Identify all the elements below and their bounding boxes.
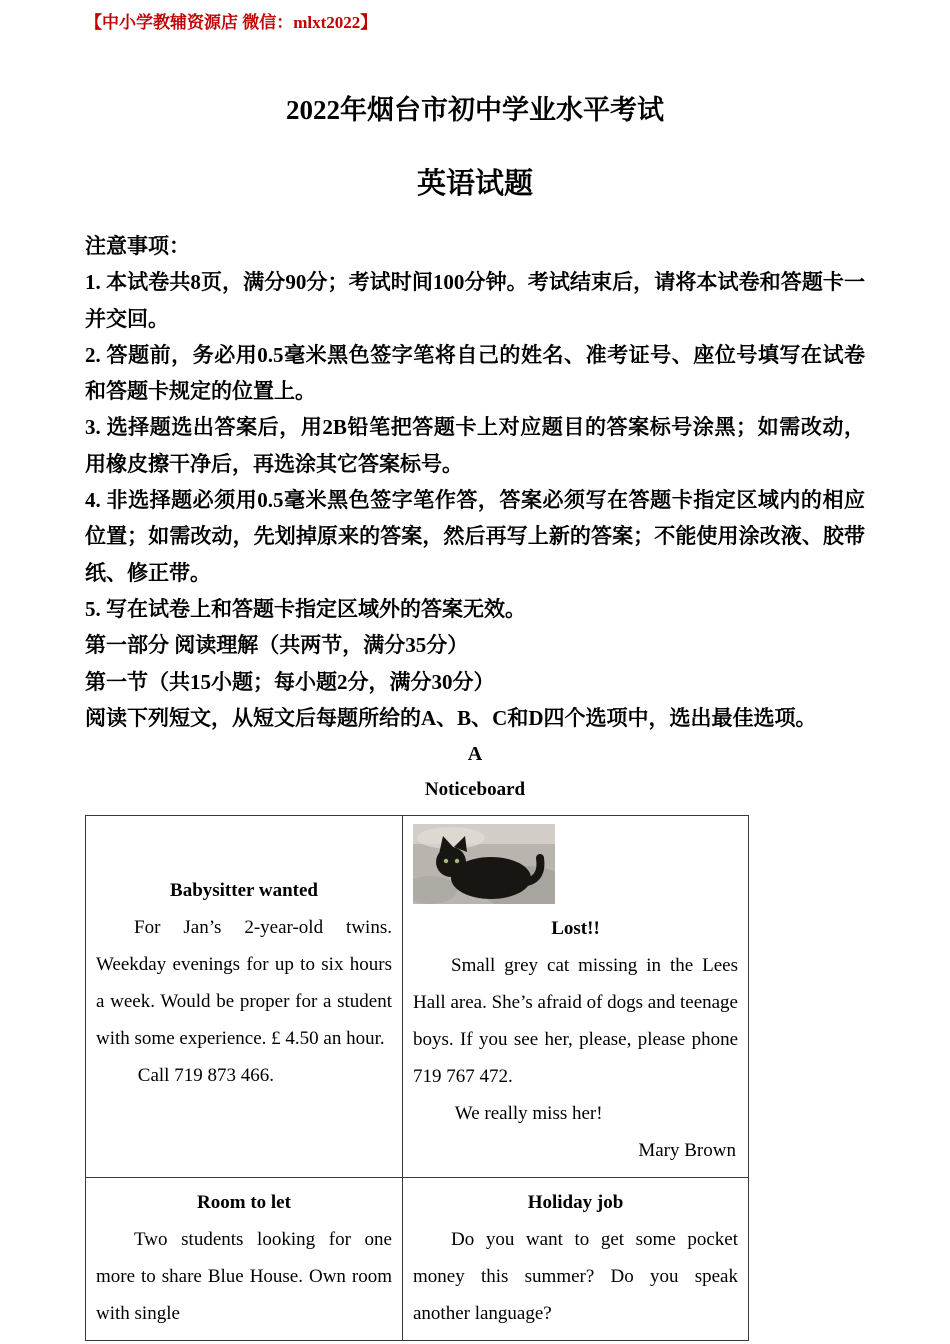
notices-heading: 注意事项： [85,234,190,258]
passage-label-a: A [467,743,483,766]
exam-subject-title: 英语试题 [416,168,533,200]
noticeboard-table [85,815,749,1341]
babysitter-ad-phone: Call 719 873 466. [137,1064,274,1086]
lost-cat-ad-title: Lost!! [551,917,600,939]
lost-cat-ad-body: Small grey cat missing in the Lees Hall area. She’s afraid of dogs and teenage boys. If you see her, please, please phone 719 767 472. [413,954,738,1087]
notice-item-2: 2. 答题前，务必用0.5毫米黑色签字笔将自己的姓名、准考证号、座位号填写在试卷和答题卡规定的位置上。 [85,342,865,404]
paper-body [0,228,950,1341]
holiday-job-ad-title: Holiday job [527,1191,624,1213]
notice-item-3: 3. 选择题选出答案后，用2B铅笔把答题卡上对应题目的答案标号涂黑；如需改动，用橡皮擦干净后，再选涂其它答案标号。 [85,415,865,476]
notice-item-5: 5. 写在试卷上和答题卡指定区域外的答案无效。 [85,596,526,621]
babysitter-ad-cell [86,815,403,1177]
store-watermark: 【中小学教辅资源店 微信：mlxt2022】 [85,13,378,32]
reading-instruction: 阅读下列短文，从短文后每题所给的A、B、C和D四个选项中，选出最佳选项。 [85,705,817,730]
babysitter-ad-body: For Jan’s 2-year-old twins. Weekday evenings for up to six hours a week. Would be proper for a student with some experience. £ 4.50 an hour. [96,916,392,1049]
room-ad-body: Two students looking for one more to share Blue House. Own room with single [96,1228,392,1324]
notice-item-1: 1. 本试卷共8页，满分90分；考试时间100分钟。考试结束后，请将本试卷和答题卡一并交回。 [85,270,865,331]
section-one-heading: 第一节（共15小题；每小题2分，满分30分） [85,669,495,694]
room-ad-cell [86,1177,403,1340]
babysitter-ad-title: Babysitter wanted [170,879,318,901]
lost-cat-ad-signature: Mary Brown [638,1139,736,1161]
holiday-job-ad-body: Do you want to get some pocket money this summer? Do you speak another language? [413,1228,738,1324]
holiday-job-ad-cell [403,1177,749,1340]
lost-cat-ad-cell [403,815,749,1177]
notice-section [85,228,865,627]
lost-cat-ad-line2: We really miss her! [454,1102,603,1124]
exam-title: 2022年烟台市初中学业水平考试 [286,95,664,125]
room-ad-title: Room to let [197,1191,291,1213]
cat-photo-graphic [413,824,555,904]
part-one-heading: 第一部分 阅读理解（共两节，满分35分） [85,633,469,658]
cat-photo [413,824,555,904]
noticeboard-title: Noticeboard [424,779,526,801]
notice-item-4: 4. 非选择题必须用0.5毫米黑色签字笔作答，答案必须写在答题卡指定区域内的相应位置；如需改动，先划掉原来的答案，然后再写上新的答案；不能使用涂改液、胶带纸、修正带。 [85,488,865,585]
